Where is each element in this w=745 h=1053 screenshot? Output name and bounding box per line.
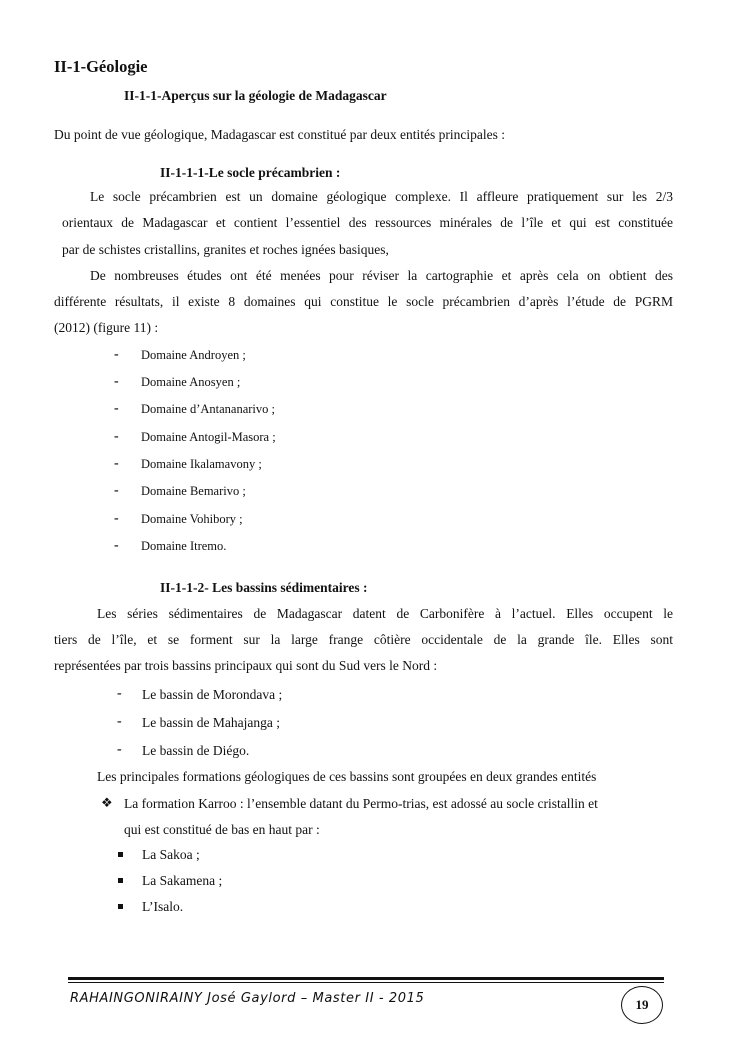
list-item: La Sakamena ; — [142, 873, 223, 888]
section2-para2: Les principales formations géologiques de ces bassins sont groupées en deux grandes entités — [97, 769, 597, 784]
dash-bullet: - — [117, 686, 122, 701]
square-bullet-icon — [118, 904, 123, 909]
list-item: Domaine Anosyen ; — [141, 375, 241, 389]
footer-rule — [68, 977, 664, 980]
karroo-line: La formation Karroo : l’ensemble datant du Permo-trias, est adossé au socle cristallin et — [124, 796, 598, 811]
karroo-line: qui est constitué de bas en haut par : — [124, 822, 320, 837]
dash-bullet: - — [114, 511, 119, 526]
diamond-bullet-icon: ❖ — [101, 795, 113, 810]
list-item: La Sakoa ; — [142, 847, 200, 862]
list-item: Le bassin de Diégo. — [142, 743, 250, 758]
list-item: Domaine Ikalamavony ; — [141, 457, 262, 471]
list-item: Domaine Itremo. — [141, 539, 227, 553]
square-bullet-icon — [118, 852, 123, 857]
section2-para1-line: tiers de l’île, et se forment sur la large frange côtière occidentale de la grande île. Elles sont — [54, 632, 673, 647]
dash-bullet: - — [117, 742, 122, 757]
section2-para1-line: représentées par trois bassins principaux qui sont du Sud vers le Nord : — [54, 658, 438, 673]
list-item: Domaine Antogil-Masora ; — [141, 430, 276, 444]
footer-rule-thin — [68, 982, 664, 983]
section1-para2-line: De nombreuses études ont été menées pour réviser la cartographie et après cela on obtient des — [90, 268, 673, 283]
dash-bullet: - — [117, 714, 122, 729]
section1-para1-line: Le socle précambrien est un domaine géologique complexe. Il affleure pratiquement sur les 2/3 — [90, 189, 673, 204]
dash-bullet: - — [114, 429, 119, 444]
dash-bullet: - — [114, 483, 119, 498]
section1-para2-line: différente résultats, il existe 8 domaines qui constitue le socle précambrien d’après l’étude de PGRM — [54, 294, 673, 309]
page-number: 19 — [621, 986, 663, 1024]
list-item: Domaine Bemarivo ; — [141, 484, 246, 498]
subsection-heading: II-1-1-Aperçus sur la géologie de Madagascar — [124, 88, 387, 103]
section2-title: II-1-1-2- Les bassins sédimentaires : — [160, 580, 368, 595]
section2-para1-line: Les séries sédimentaires de Madagascar datent de Carbonifère à l’actuel. Elles occupent le — [97, 606, 673, 621]
list-item: Domaine Vohibory ; — [141, 512, 243, 526]
dash-bullet: - — [114, 456, 119, 471]
list-item: Domaine Androyen ; — [141, 348, 246, 362]
dash-bullet: - — [114, 401, 119, 416]
list-item: Le bassin de Morondava ; — [142, 687, 283, 702]
section1-para1-line: orientaux de Madagascar et contient l’essentiel des ressources minérales de l’île et qui est constituée — [62, 215, 673, 230]
list-item: L’Isalo. — [142, 899, 184, 914]
section1-para1-line: par de schistes cristallins, granites et roches ignées basiques, — [62, 242, 389, 257]
section-heading: II-1-Géologie — [54, 57, 148, 76]
square-bullet-icon — [118, 878, 123, 883]
list-item: Domaine d’Antananarivo ; — [141, 402, 275, 416]
list-item: Le bassin de Mahajanga ; — [142, 715, 280, 730]
section1-title: II-1-1-1-Le socle précambrien : — [160, 165, 341, 180]
dash-bullet: - — [114, 538, 119, 553]
intro-paragraph: Du point de vue géologique, Madagascar est constitué par deux entités principales : — [54, 127, 505, 142]
dash-bullet: - — [114, 374, 119, 389]
dash-bullet: - — [114, 347, 119, 362]
section1-para2-line: (2012) (figure 11) : — [54, 320, 159, 335]
footer-author: RAHAINGONIRAINY José Gaylord – Master II - 2015 — [70, 991, 425, 1006]
